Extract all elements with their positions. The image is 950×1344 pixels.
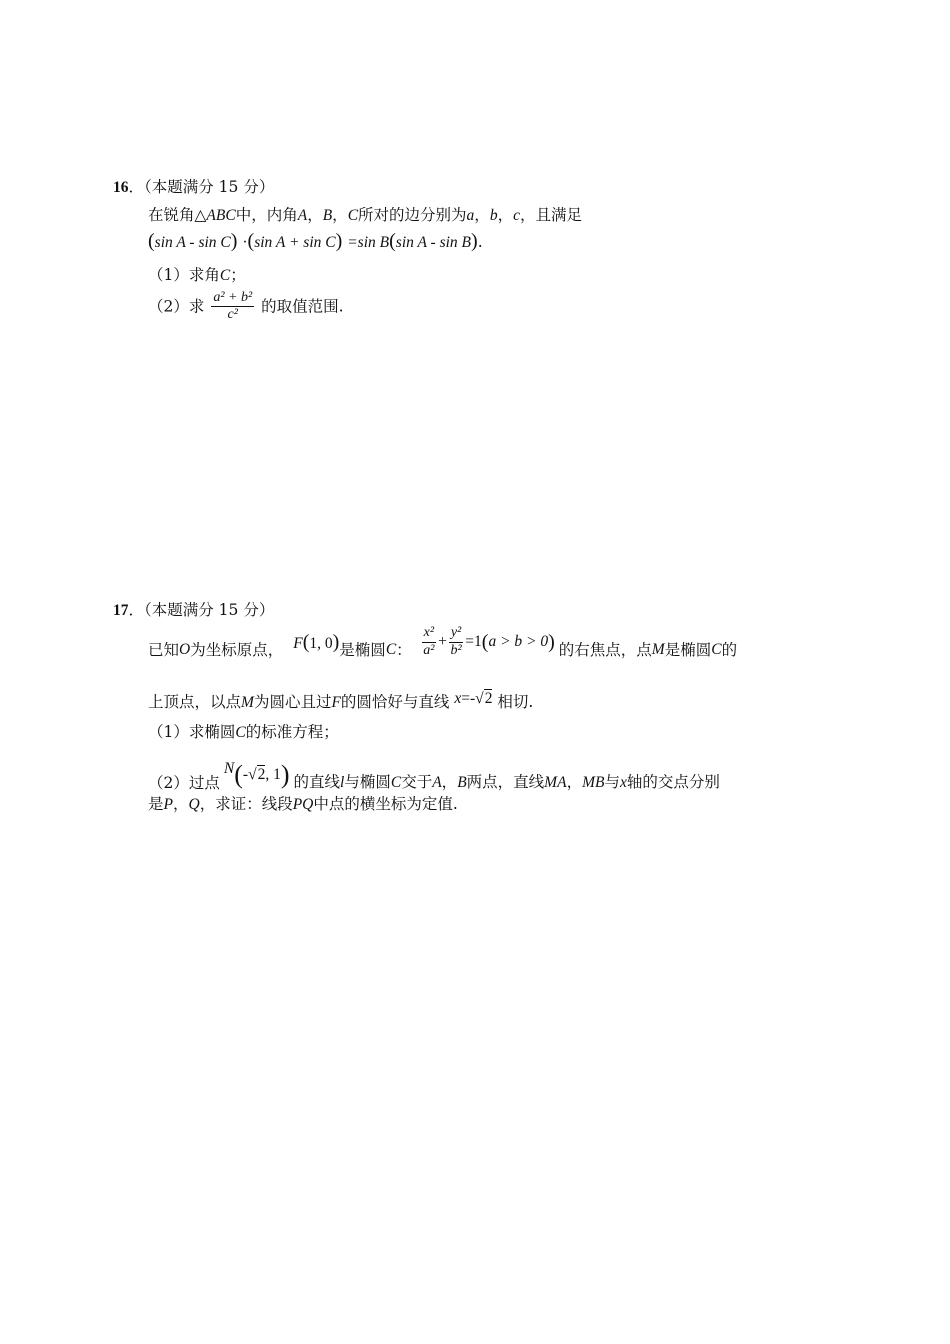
q17-sqrt: √2 [475, 690, 493, 707]
q16-equation: (sin A - sin C) ·(sin A + sin C) =sin B(sin A - sin B). [148, 230, 483, 252]
q17-N-y: , 1 [265, 765, 281, 783]
q17-text: 为圆心且过 [253, 693, 332, 711]
q16-comma: ， [307, 206, 323, 224]
q16-eq-dot: · [242, 234, 248, 251]
q17-text: 与椭圆 [344, 773, 391, 792]
q17-part1-end: 的标准方程； [245, 723, 339, 741]
q17-text: 的圆恰好与直线 [340, 693, 450, 711]
q16-intro-text-4: ，且满足 [519, 206, 582, 224]
q16-part2 [148, 290, 344, 323]
q17-text: 的直线 [293, 773, 341, 792]
q17-text: 是椭圆 [339, 640, 386, 659]
q17-ellipse-eq: =1 [465, 632, 482, 650]
q16-eq-factor-3: sin A - sin B [395, 234, 472, 251]
q17-ellipse-equation: $\frac{\text{x²}}{\text{a²}}$ + $\frac{\text{y²}}{\text{b²}}$ =1 ( a > b > 0 ) [423, 625, 555, 658]
q17-text: 为坐标原点， [190, 640, 284, 659]
q17-sqrt-value: 2 [484, 690, 493, 707]
q17-text: 的右焦点，点 [558, 640, 652, 659]
q17-point-F: F(1, 0) [293, 631, 340, 653]
q17-ellipse-y2: y² [449, 625, 463, 642]
q17-var-A: A [432, 774, 442, 792]
q17-var-x: x [454, 690, 462, 707]
q16-intro-text-2: 中，内角 [235, 206, 298, 224]
q17-text: 中点的横坐标为定值. [313, 795, 458, 813]
q17-ellipse-b2: b² [450, 642, 462, 658]
q17-var-PQ: PQ [292, 796, 314, 813]
q17-var-l: l [340, 774, 345, 792]
q17-part2-label: （2）过点 [148, 773, 220, 792]
q16-triangle-abc: ABC [206, 207, 236, 224]
q17-var-x: x [619, 774, 627, 792]
q16-fraction-denominator: c² [227, 307, 238, 323]
q17-var-C: C [390, 774, 402, 792]
q16-fraction-numerator: a² + b² [211, 290, 254, 307]
q16-var-b: b [489, 207, 498, 224]
q17-text: 相切. [497, 693, 534, 711]
q17-var-M: M [241, 694, 254, 711]
q17-line2 [148, 690, 534, 713]
q17-point-N: N ( - √2 , 1 ) [223, 759, 290, 789]
q17-var-N: N [223, 759, 235, 777]
q17-var-O: O [179, 640, 191, 658]
q16-var-c: c [513, 207, 520, 224]
q17-ellipse-condition: a > b > 0 [488, 632, 549, 650]
q17-ellipse-x2: x² [422, 625, 436, 642]
q17-ellipse-plus: + [438, 632, 447, 650]
q17-text: ， [172, 795, 189, 813]
q16-intro-text-1: 在锐角△ [148, 206, 207, 224]
q17-text: 是椭圆 [664, 640, 712, 659]
q17-var-C: C [385, 640, 397, 658]
q17-text: 交于 [401, 773, 433, 792]
q17-var-MA: MA [544, 774, 567, 792]
q17-F-coords: 1, 0 [309, 635, 333, 652]
q17-text: 已知 [148, 640, 180, 659]
q17-var-F: F [293, 635, 303, 652]
q16-part1-var: C [219, 267, 231, 284]
q17-var-Q: Q [188, 796, 200, 813]
q17-heading: ．（本题满分 15 分） [128, 601, 275, 619]
q16-part2-fraction [211, 290, 254, 323]
q17-N-sqrt-value: 2 [257, 765, 266, 783]
q17-text: ， [566, 773, 583, 792]
q17-N-minus: - [242, 765, 249, 783]
q16-var-C: C [347, 207, 359, 224]
q17-part1-label: （1）求椭圆 [148, 723, 236, 741]
q17-number: 17 [113, 602, 129, 619]
q17-part1 [148, 723, 339, 743]
q17-text: 两点，直线 [466, 773, 545, 792]
q16-var-A: A [297, 207, 308, 224]
q17-ellipse-frac-y [449, 625, 463, 658]
q16-heading: ．（本题满分 15 分） [128, 178, 275, 196]
q16-var-a: a [466, 207, 475, 224]
q17-ellipse-frac-x [422, 625, 436, 658]
q16-comma: ， [474, 206, 490, 224]
q16-part2-label: （2）求 [148, 297, 205, 316]
q16-eq-factor-1: sin A - sin C [154, 234, 231, 251]
q17-text: 的 [721, 640, 738, 659]
q17-var-B: B [457, 774, 467, 792]
q17-text: 是 [148, 795, 164, 813]
q17-part2-line2 [148, 795, 458, 815]
q17-text: 上顶点，以点 [148, 693, 242, 711]
q17-ellipse-a2: a² [423, 642, 435, 658]
q17-var-F: F [331, 694, 341, 711]
q17-text: ，求证：线段 [199, 795, 293, 813]
q16-intro-text-3: 所对的边分别为 [358, 206, 467, 224]
q17-text: ： [396, 640, 412, 659]
q16-part1-end: ； [230, 266, 246, 284]
q17-line1 [148, 625, 738, 670]
q17-part2-line1 [148, 755, 720, 795]
q17-eq-minus: =- [461, 690, 476, 707]
q17-text: 轴的交点分别 [626, 773, 720, 792]
q16-part1-label: （1）求角 [148, 266, 220, 284]
q16-eq-end: . [477, 233, 483, 251]
q17-var-P: P [163, 796, 173, 813]
q16-comma: ， [332, 206, 348, 224]
q16-eq-factor-2: sin A + sin C [254, 234, 336, 251]
q16-intro [148, 206, 582, 226]
q16-part1 [148, 266, 246, 286]
q17-var-C: C [235, 724, 246, 741]
q16-part2-end: 的取值范围. [261, 297, 344, 316]
q17-N-sqrt: √2 [248, 765, 266, 783]
q17-text: ， [441, 773, 458, 792]
q17-var-MB: MB [582, 774, 605, 792]
q17-var-C: C [711, 640, 722, 658]
q17-var-M: M [651, 640, 665, 658]
q16-heading-line [113, 178, 274, 198]
q16-comma: ， [497, 206, 514, 224]
q17-heading-line [113, 601, 274, 621]
q16-var-B: B [322, 207, 333, 224]
q16-eq-sinB: =sin B [347, 234, 390, 251]
q17-text: 与 [604, 773, 620, 792]
q17-line-equation [454, 689, 492, 707]
q16-number: 16 [113, 179, 129, 196]
